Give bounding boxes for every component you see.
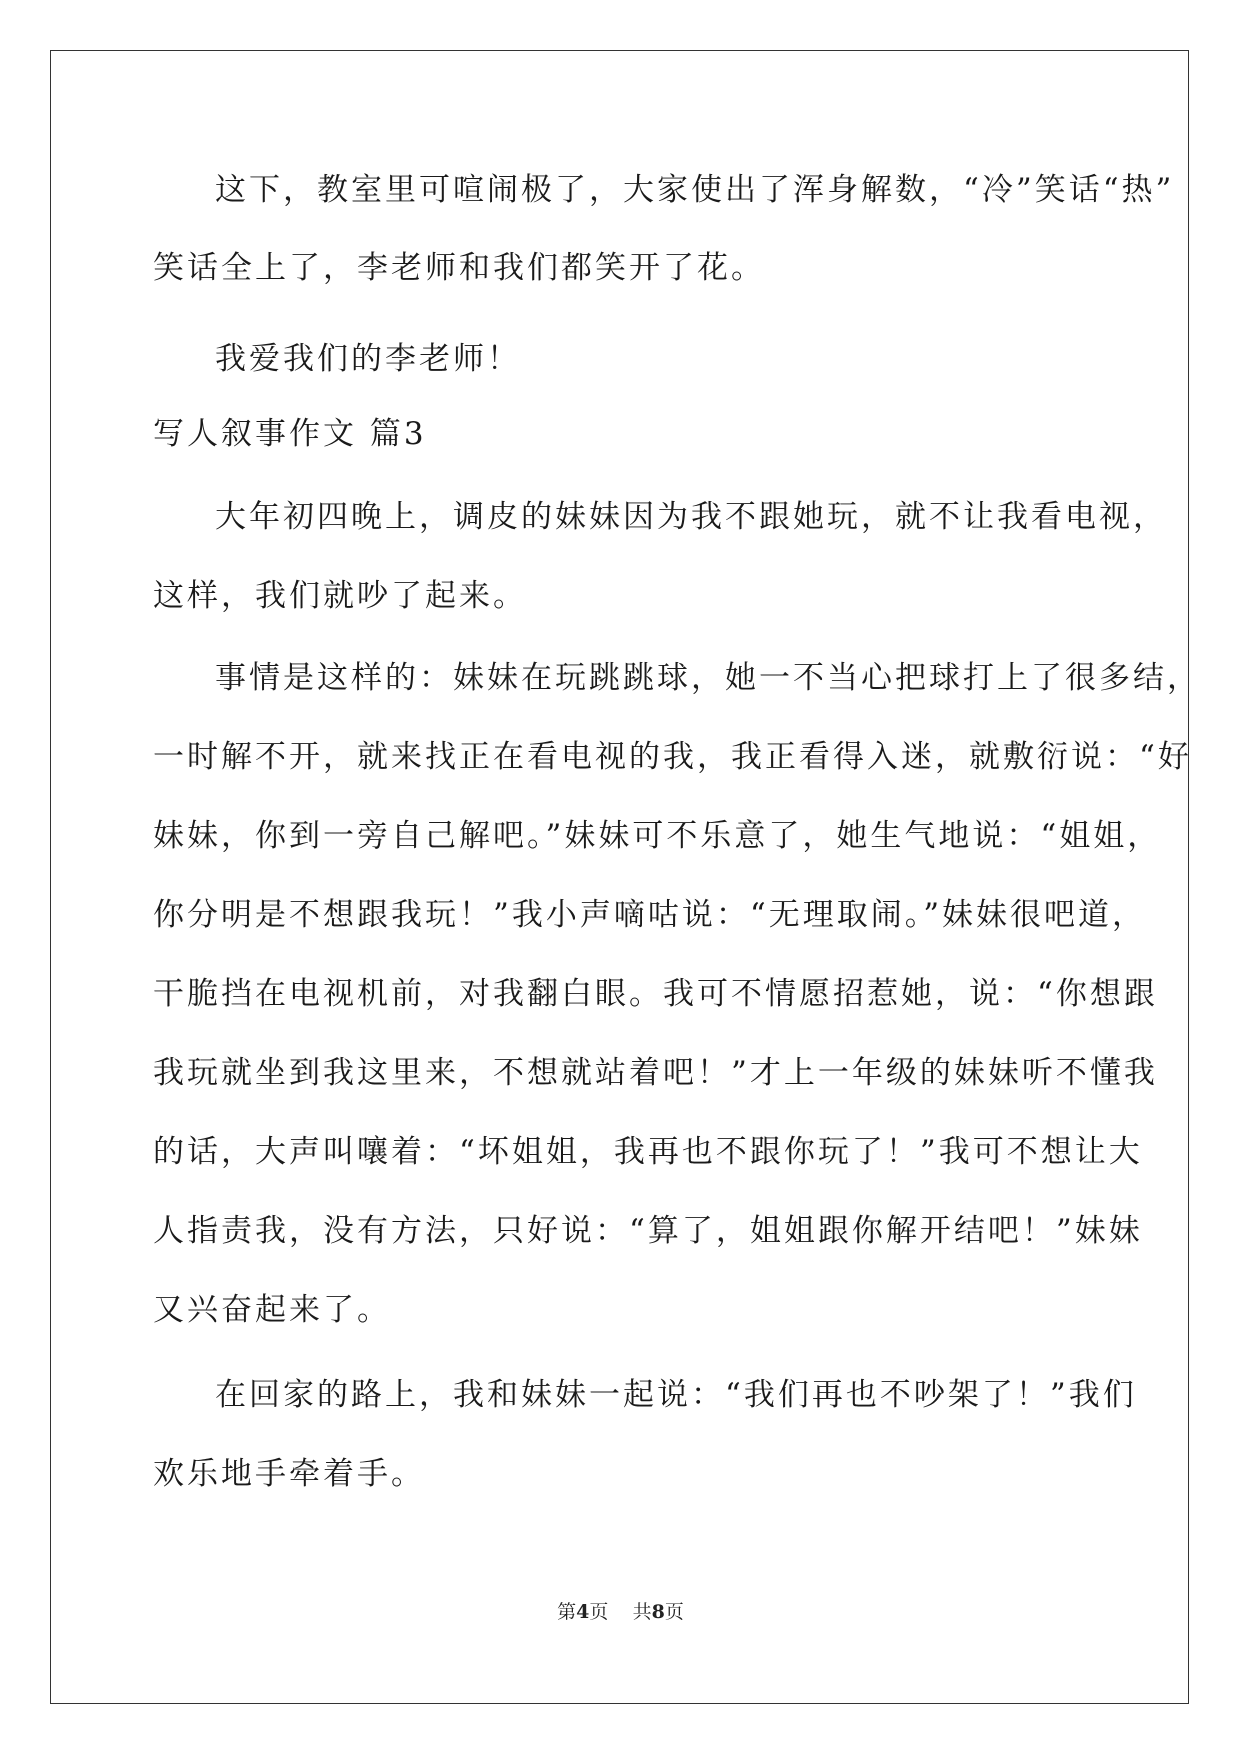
paragraph-line: 的话，大声叫嚷着：“坏姐姐，我再也不跟你玩了！”我可不想让大 bbox=[153, 1134, 1143, 1170]
section-heading: 写人叙事作文 篇3 bbox=[153, 416, 427, 452]
paragraph-line: 在回家的路上，我和妹妹一起说：“我们再也不吵架了！”我们 bbox=[215, 1377, 1137, 1413]
paragraph-line: 事情是这样的：妹妹在玩跳跳球，她一不当心把球打上了很多结， bbox=[215, 660, 1201, 696]
paragraph-line: 人指责我，没有方法，只好说：“算了，姐姐跟你解开结吧！”妹妹 bbox=[153, 1213, 1143, 1249]
paragraph-line: 妹妹，你到一旁自己解吧。”妹妹可不乐意了，她生气地说：“姐姐， bbox=[153, 818, 1162, 854]
paragraph-line: 笑话全上了，李老师和我们都笑开了花。 bbox=[153, 250, 765, 286]
total-suffix: 页 bbox=[664, 1601, 684, 1623]
paragraph-line: 你分明是不想跟我玩！”我小声嘀咕说：“无理取闹。”妹妹很吧道， bbox=[153, 897, 1147, 933]
current-page-number: 4 bbox=[576, 1601, 590, 1623]
total-page-count: 8 bbox=[651, 1601, 665, 1623]
paragraph-line: 欢乐地手牵着手。 bbox=[153, 1456, 425, 1492]
paragraph-line: 干脆挡在电视机前，对我翻白眼。我可不情愿招惹她，说：“你想跟 bbox=[153, 976, 1158, 1012]
paragraph-line: 大年初四晚上，调皮的妹妹因为我不跟她玩，就不让我看电视， bbox=[215, 499, 1167, 535]
paragraph-line: 一时解不开，就来找正在看电视的我，我正看得入迷，就敷衍说：“好 bbox=[153, 739, 1192, 775]
page-footer bbox=[0, 1600, 1241, 1624]
paragraph-line: 又兴奋起来了。 bbox=[153, 1292, 391, 1328]
paragraph-line: 这样，我们就吵了起来。 bbox=[153, 578, 527, 614]
paragraph-line: 这下，教室里可喧闹极了，大家使出了浑身解数，“冷”笑话“热” bbox=[215, 172, 1175, 208]
paragraph-line: 我爱我们的李老师！ bbox=[215, 341, 521, 377]
page-prefix: 第 bbox=[557, 1601, 577, 1623]
page-suffix: 页 bbox=[589, 1601, 609, 1623]
total-prefix: 共 bbox=[632, 1601, 652, 1623]
paragraph-line: 我玩就坐到我这里来，不想就站着吧！”才上一年级的妹妹听不懂我 bbox=[153, 1055, 1158, 1091]
